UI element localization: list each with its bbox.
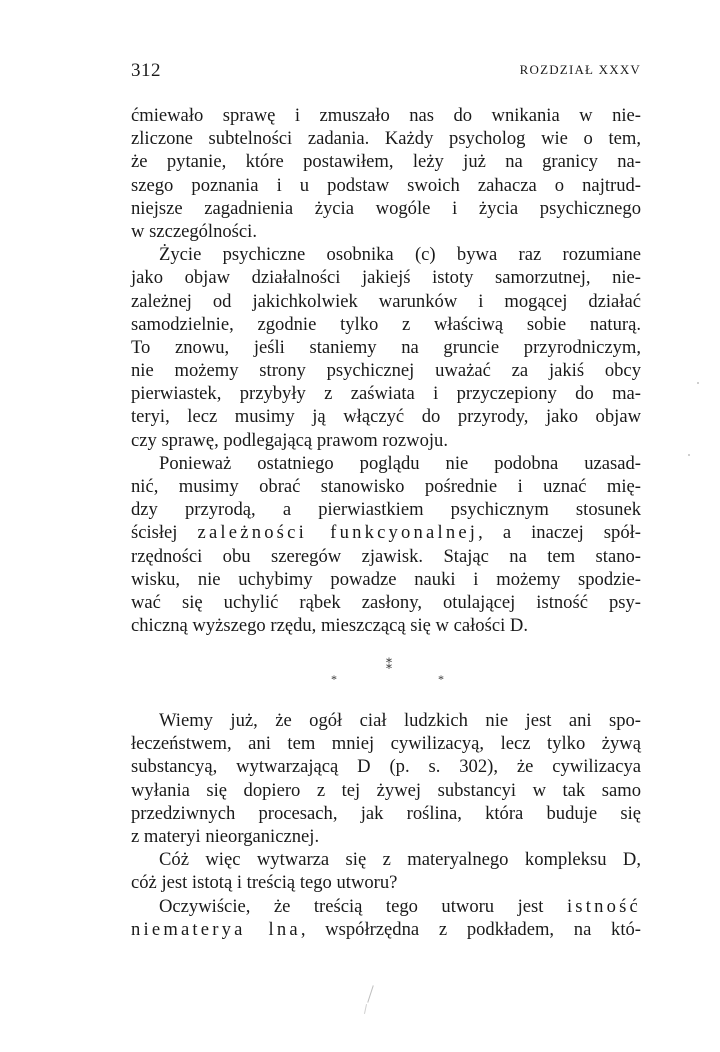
text-run: , współrzędna z podkładem, na któ- — [300, 918, 641, 940]
page-number: 312 — [131, 60, 161, 81]
text-line: szego poznania i u podstaw swoich zahacza o najtrud- — [131, 174, 641, 196]
emphasized-spaced-text: niematerya lna — [131, 918, 301, 940]
text-line: samodzielnie, zgodnie tylko z właściwą sobie naturą. — [131, 313, 641, 335]
text-line: wisku, nie uchybimy powadze nauki i możemy spodzie- — [131, 568, 641, 590]
text-block-lower — [131, 709, 641, 941]
text-line: pierwiastek, przybyły z zaświata i przyczepiony do ma- — [131, 383, 641, 405]
text-line: Ponieważ ostatniego poglądu nie podobna uzasad- — [159, 452, 641, 474]
emphasized-spaced-text: istność — [566, 895, 641, 917]
section-break-asterisms — [0, 658, 720, 688]
text-line: teryi, lecz musimy ją włączyć do przyrody, jako objaw — [131, 406, 641, 428]
text-run: , a inaczej spół- — [478, 522, 641, 544]
scan-speck — [697, 382, 699, 384]
scan-speck — [688, 454, 690, 456]
text-run: ścisłej — [131, 522, 198, 544]
text-line: zależnej od jakichkolwiek warunków i mogącej działać — [131, 290, 641, 312]
asterism-left: * — [331, 672, 337, 686]
text-line: Wiemy już, że ogół ciał ludzkich nie jest ani spo- — [159, 710, 641, 731]
text-line: ćmiewało sprawę i zmuszało nas do wnikania w nie- — [131, 105, 641, 126]
page-header — [131, 60, 641, 84]
text-line: że pytanie, które postawiłem, leży już na granicy na- — [131, 151, 641, 173]
text-line: nie możemy strony psychicznej uważać za jakiś obcy — [131, 360, 641, 382]
text-line: chiczną wyższego rzędu, mieszczącą się w całości D. — [131, 615, 528, 637]
text-line: To znowu, jeśli staniemy na gruncie przyrodniczym, — [131, 336, 641, 358]
running-head: ROZDZIAŁ XXXV — [519, 62, 641, 77]
asterism-top: ⁑ — [386, 658, 392, 672]
text-line: substancyą, wytwarzającą D (p. s. 302), że cywilizacya — [131, 756, 641, 778]
text-line: jako objaw działalności jakiejś istoty samorzutnej, nie- — [131, 267, 641, 289]
text-line: z materyi nieorganicznej. — [131, 825, 320, 847]
text-run: Oczywiście, że treścią tego utworu jest — [159, 895, 567, 917]
text-block-upper — [131, 104, 641, 637]
text-line: cóż jest istotą i treścią tego utworu? — [131, 872, 398, 894]
scan-pencil-mark — [364, 1004, 367, 1014]
text-line: wyłania się dopiero z tej żywej substancyi w tak samo — [131, 779, 641, 801]
text-line: w szczególności. — [131, 220, 257, 242]
scan-pencil-mark — [367, 985, 374, 1002]
text-line: Życie psychiczne osobnika (c) bywa raz rozumiane — [159, 244, 641, 266]
asterism-right: * — [438, 672, 444, 686]
text-line: zliczone subtelności zadania. Każdy psycholog wie o tem, — [131, 128, 641, 150]
text-line: przedziwnych procesach, jak roślina, która buduje się — [131, 802, 641, 824]
text-line: niejsze zagadnienia życia wogóle i życia psychicznego — [131, 197, 641, 219]
text-line-spaced — [131, 521, 641, 544]
text-line: nić, musimy obrać stanowisko pośrednie i uznać mię- — [131, 476, 641, 497]
text-line: łeczeństwem, ani tem mniej cywilizacyą, lecz tylko żywą — [131, 733, 641, 755]
text-line: czy sprawę, podlegającą prawom rozwoju. — [131, 429, 448, 451]
text-line-spaced — [131, 895, 641, 918]
text-line-spaced — [131, 918, 641, 941]
text-line: dzy przyrodą, a pierwiastkiem psychicznym stosunek — [131, 499, 641, 521]
text-line: Cóż więc wytwarza się z materyalnego kompleksu D, — [159, 849, 641, 871]
emphasized-spaced-text: zależności funkcyonalnej — [197, 522, 479, 544]
text-line: wać się uchylić rąbek zasłony, otulającej istność psy- — [131, 591, 641, 613]
text-line: rzędności obu szeregów zjawisk. Stając na tem stano- — [131, 545, 641, 567]
